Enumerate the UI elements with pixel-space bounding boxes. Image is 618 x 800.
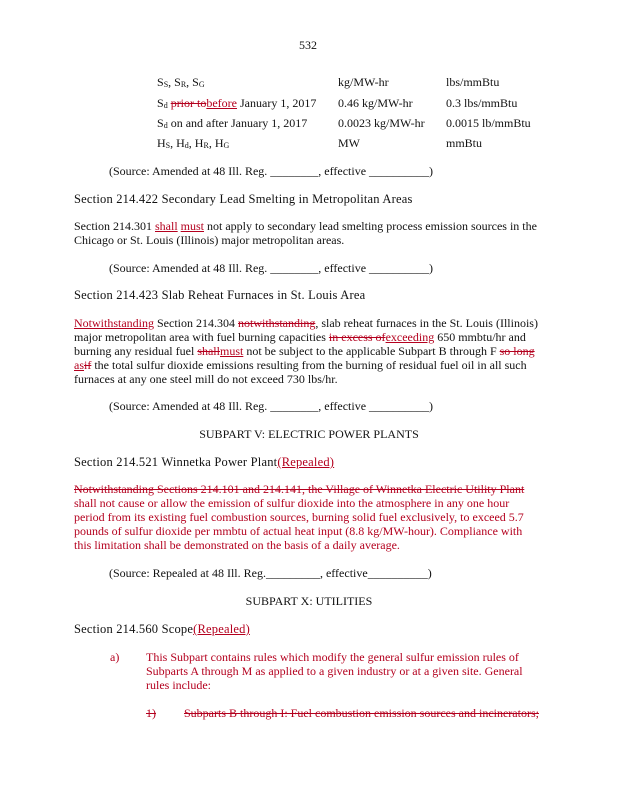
section-paragraph xyxy=(74,219,546,247)
paragraph-text: not be subject to the applicable Subpart B through F xyxy=(243,344,500,358)
paragraph-line: this limitation shall be demonstrated on the basis of a daily average. xyxy=(74,538,400,552)
paragraph-text: not apply to secondary lead smelting process emission sources in the xyxy=(204,219,537,233)
paragraph-line: period from its existing fuel combustion sources, burning solid fuel exclusively, to exceed 5.7 xyxy=(74,510,524,524)
section-heading: Section 214.423 Slab Reheat Furnaces in St. Louis Area xyxy=(74,288,366,302)
added-text: Notwithstanding xyxy=(74,316,154,330)
deleted-text: notwithstanding xyxy=(238,316,316,330)
source-note: (Source: Amended at 48 Ill. Reg. ________, effective __________) xyxy=(109,399,434,413)
table-cell-symbol: $S_d$ on and after January 1, 2017 xyxy=(157,116,308,130)
paragraph-text: the total sulfur dioxide emissions resulting from the burning of residual fuel oil in all such xyxy=(91,358,527,372)
section-paragraph xyxy=(74,482,546,552)
list-item xyxy=(146,706,539,720)
section-heading: Section 214.422 Secondary Lead Smelting in Metropolitan Areas xyxy=(74,192,413,206)
deleted-text: in excess of xyxy=(328,330,386,344)
deleted-text: Notwithstanding Sections 214.101 and 214.141, the Village of Winnetka Electric Utility Plant xyxy=(74,482,525,496)
paragraph-line: pounds of sulfur dioxide per mmbtu of actual heat input (8.8 kg/MW-hour). Compliance with xyxy=(74,524,523,538)
paragraph-line: Chicago or St. Louis (Illinois) major metropolitan areas. xyxy=(74,233,345,247)
table-cell-metric: 0.0023 kg/MW-hr xyxy=(338,116,425,130)
page-number: 532 xyxy=(299,38,317,52)
table-cell-symbol: $H_S$, $H_d$, $H_R$, $H_G$ xyxy=(157,136,230,150)
list-label: a) xyxy=(110,650,120,664)
table-cell-metric: MW xyxy=(338,136,360,150)
deleted-text: if xyxy=(84,358,92,372)
deleted-text: so long xyxy=(499,344,535,358)
heading-text: Section 214.521 Winnetka Power Plant xyxy=(74,455,278,469)
table-cell-english: lbs/mmBtu xyxy=(446,75,500,89)
list-item-line: This Subpart contains rules which modify the general sulfur emission rules of xyxy=(146,650,519,664)
section-paragraph xyxy=(74,316,546,386)
paragraph-text: , slab reheat furnaces in the St. Louis (Illinois) xyxy=(315,316,538,330)
table-cell-text: January 1, 2017 xyxy=(237,96,317,110)
added-text: before xyxy=(206,96,238,110)
section-heading xyxy=(74,622,250,636)
deleted-text: Subparts B through I: Fuel combustion emission sources and incinerators; xyxy=(184,706,539,720)
list-item-line: Subparts A through M as applied to a given industry or at a given site. General xyxy=(146,664,523,678)
table-cell-english: 0.0015 lb/mmBtu xyxy=(446,116,531,130)
added-text: shall xyxy=(155,219,178,233)
deleted-text: prior to xyxy=(170,96,207,110)
paragraph-text: burning any residual fuel xyxy=(74,344,198,358)
deleted-text: shall xyxy=(197,344,220,358)
table-cell-english: 0.3 lbs/mmBtu xyxy=(446,96,518,110)
paragraph-text: major metropolitan area with fuel burning capacities xyxy=(74,330,329,344)
added-text: (Repealed) xyxy=(193,622,250,636)
paragraph-text: 650 mmbtu/hr and xyxy=(434,330,526,344)
deleted-text: must xyxy=(180,219,205,233)
table-cell-metric: kg/MW-hr xyxy=(338,75,389,89)
list-label: 1) xyxy=(146,706,156,720)
table-cell-symbol: $S_S$, $S_R$, $S_G$ xyxy=(157,75,205,89)
list-item xyxy=(146,650,523,692)
added-text: (Repealed) xyxy=(277,455,335,469)
subpart-heading: SUBPART X: UTILITIES xyxy=(245,594,373,608)
subpart-heading: SUBPART V: ELECTRIC POWER PLANTS xyxy=(199,427,419,441)
table-cell-english: mmBtu xyxy=(446,136,483,150)
paragraph-text: Section 214.304 xyxy=(154,316,238,330)
source-note: (Source: Amended at 48 Ill. Reg. ________, effective __________) xyxy=(109,261,434,275)
paragraph-text: Section 214.301 xyxy=(74,219,155,233)
added-text: exceeding xyxy=(385,330,435,344)
list-item-line: rules include: xyxy=(146,678,211,692)
section-heading xyxy=(74,455,334,469)
paragraph-line: shall not cause or allow the emission of sulfur dioxide into the atmosphere in any one hour xyxy=(74,496,510,510)
paragraph-line: furnaces at any one steel mill do not exceed 730 lbs/hr. xyxy=(74,372,338,386)
source-note: (Source: Amended at 48 Ill. Reg. ________, effective __________) xyxy=(109,164,434,178)
source-note: (Source: Repealed at 48 Ill. Reg._________, effective__________) xyxy=(109,566,432,580)
heading-text: Section 214.560 Scope xyxy=(74,622,194,636)
table-cell-symbol: $S_d$ prior tobefore January 1, 2017 xyxy=(157,96,317,110)
table-cell-metric: 0.46 kg/MW-hr xyxy=(338,96,413,110)
added-text: must xyxy=(219,344,244,358)
added-text: as xyxy=(74,358,84,372)
